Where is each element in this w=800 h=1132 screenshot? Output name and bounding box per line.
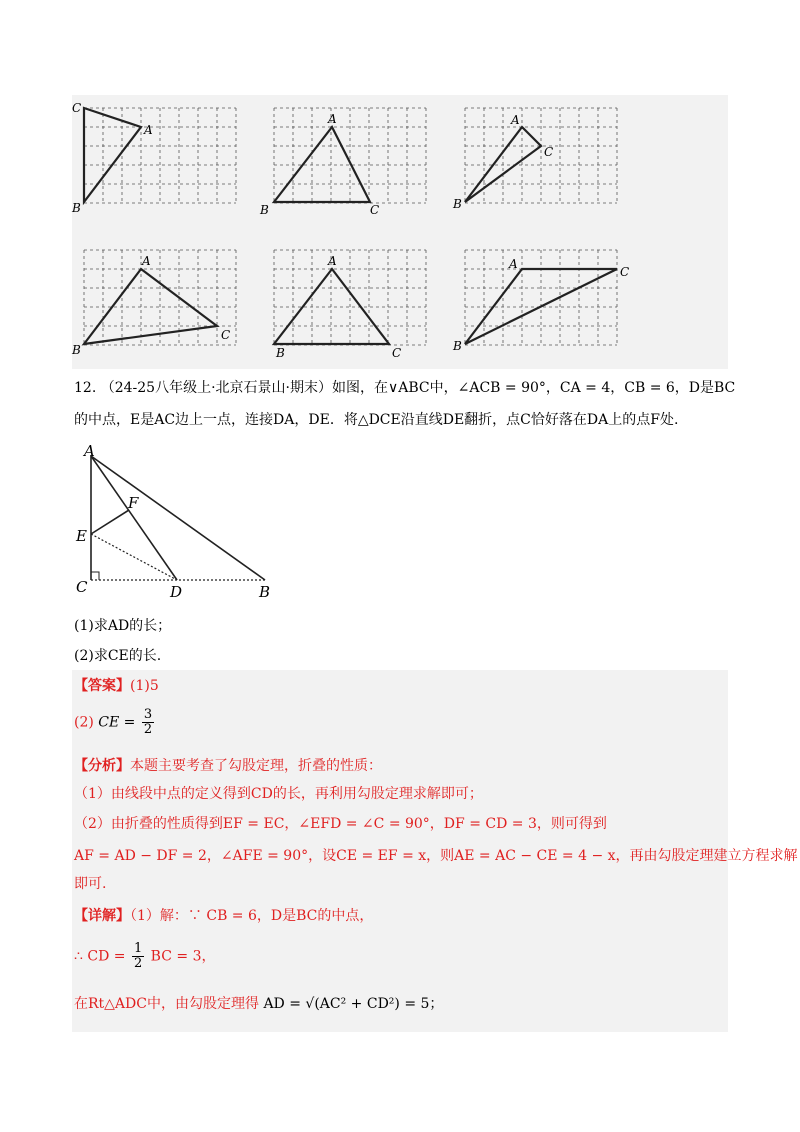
q12-line1 [74, 378, 735, 398]
label-b: B [260, 203, 269, 217]
detail-l2-numerator: 1 [133, 941, 143, 956]
answer-2-fraction [142, 708, 154, 737]
q12-sub2: (2)求CE的长. [74, 648, 162, 664]
answer-1: (1)5 [130, 678, 159, 694]
label-c: C [392, 346, 402, 360]
grid-figure-4 [72, 250, 234, 360]
point-d-label: D [170, 583, 183, 601]
label-c: C [370, 203, 380, 217]
analysis-p3: AF = AD − DF = 2，∠AFE = 90°，设CE = EF = x，则AE = AC − CE = 4 − x，再由勾股定理建立方程求解 [74, 848, 798, 864]
answer-line1 [74, 676, 159, 696]
detail-l1: （1）解：∵ CB = 6，D是BC的中点， [130, 908, 374, 924]
analysis-p2: （2）由折叠的性质得到EF = EC，∠EFD = ∠C = 90°，DF = CD = 3，则可得到 [74, 816, 607, 832]
label-a: A [509, 257, 518, 271]
detail-tag: 【详解】 [74, 908, 130, 924]
label-b: B [276, 346, 285, 360]
grid-figure-1 [72, 101, 234, 218]
answer-line2 [74, 708, 156, 737]
detail-line3 [74, 994, 443, 1014]
q12-number: 12. [74, 380, 97, 396]
point-f-label: F [128, 494, 139, 512]
analysis-text: 本题主要考查了勾股定理，折叠的性质： [130, 758, 382, 774]
grid-figure-3 [453, 108, 615, 218]
q12-source: （24-25八年级上·北京石景山·期末）如图，在 [100, 380, 388, 396]
detail-l2-post: BC = 3， [150, 948, 216, 965]
point-a-label: A [84, 442, 95, 460]
triangle-symbol: ∨ [387, 380, 399, 396]
label-a: A [144, 123, 153, 137]
grid-figure-5 [274, 250, 424, 360]
label-a: A [142, 254, 151, 268]
analysis-p4: 即可. [74, 876, 107, 892]
q12-line1-rest: ABC中，∠ACB = 90°，CA = 4，CB = 6，D是BC [398, 380, 736, 396]
analysis-p1: （1）由线段中点的定义得到CD的长，再利用勾股定理求解即可； [74, 786, 483, 802]
answer-2-denominator: 2 [143, 722, 153, 737]
q12-line2: 的中点，E是AC边上一点，连接DA，DE．将△DCE沿直线DE翻折，点C恰好落在DA上的点F处. [74, 412, 679, 428]
analysis-tag: 【分析】 [74, 758, 130, 774]
answer-2-lhs: CE = [98, 714, 136, 731]
point-c-label: C [76, 578, 88, 596]
detail-line2 [74, 942, 215, 971]
answer-2-prefix: (2) [74, 714, 94, 731]
answer-2-numerator: 3 [143, 707, 153, 722]
detail-l2-pre: ∴ CD = [74, 948, 126, 965]
detail-l2-denominator: 2 [133, 956, 143, 971]
answer-tag: 【答案】 [74, 678, 130, 694]
label-c: C [544, 145, 554, 159]
label-a: A [328, 112, 337, 126]
q12-geometry-figure [70, 440, 290, 610]
point-e-label: E [76, 527, 87, 545]
label-c: C [620, 265, 630, 279]
label-c: C [72, 101, 82, 115]
grid-figure-2 [260, 108, 424, 218]
detail-line1 [74, 906, 373, 926]
label-b: B [72, 343, 81, 357]
label-a: A [511, 113, 520, 127]
label-c: C [221, 328, 231, 342]
label-b: B [453, 339, 462, 353]
label-a: A [328, 254, 337, 268]
label-b: B [453, 197, 462, 211]
q12-sub1: (1)求AD的长； [74, 618, 172, 634]
detail-l2-fraction [132, 942, 144, 971]
detail-l3-pre: 在Rt△ADC中，由勾股定理得 [74, 996, 259, 1012]
detail-l3-formula: AD = √(AC² + CD²) = 5； [263, 996, 444, 1012]
label-b: B [72, 201, 81, 215]
grid-figure-6 [453, 250, 635, 360]
analysis-line [74, 756, 382, 776]
point-b-label: B [259, 583, 271, 601]
